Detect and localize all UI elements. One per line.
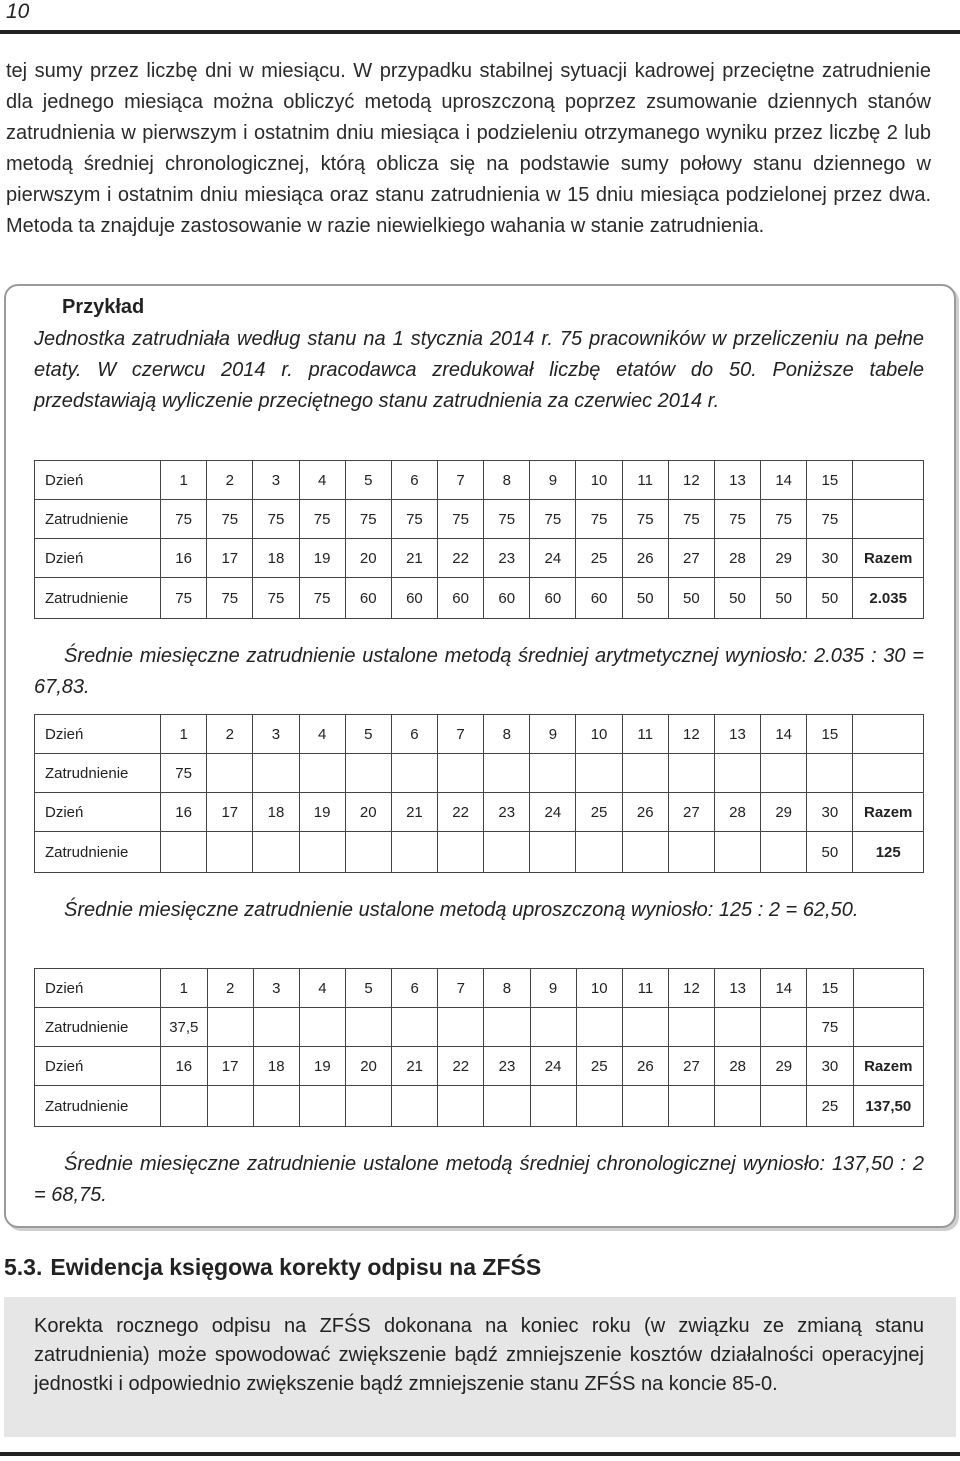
table-cell: 9 bbox=[530, 715, 576, 754]
table-cell: 16 bbox=[161, 1047, 208, 1086]
table-cell bbox=[299, 754, 345, 793]
table-cell: 75 bbox=[161, 500, 207, 539]
table-cell: 6 bbox=[391, 461, 437, 500]
table-cell: 50 bbox=[807, 578, 853, 619]
table-cell: 7 bbox=[438, 969, 484, 1008]
table-cell: 2 bbox=[207, 461, 253, 500]
row-label: Dzień bbox=[35, 1047, 161, 1086]
table-cell: 17 bbox=[207, 539, 253, 578]
table-row bbox=[35, 539, 924, 578]
table-cell bbox=[207, 1086, 253, 1127]
table-cell: 12 bbox=[668, 969, 714, 1008]
table-cell bbox=[345, 1008, 391, 1047]
table-cell: 20 bbox=[345, 1047, 391, 1086]
table-cell: 1 bbox=[161, 461, 207, 500]
arithmetic-mean-table bbox=[34, 460, 924, 619]
table-cell bbox=[484, 754, 530, 793]
table-cell bbox=[345, 832, 391, 873]
total-cell: 125 bbox=[853, 832, 924, 873]
row-label: Zatrudnienie bbox=[35, 754, 161, 793]
table-cell: 6 bbox=[391, 715, 437, 754]
table-cell: 20 bbox=[345, 793, 391, 832]
table-cell: 75 bbox=[207, 578, 253, 619]
table-cell: 15 bbox=[807, 715, 853, 754]
table-cell: 17 bbox=[207, 793, 253, 832]
table-cell bbox=[299, 1008, 345, 1047]
table-cell: 75 bbox=[761, 500, 807, 539]
table-cell: 5 bbox=[345, 461, 391, 500]
table-cell bbox=[207, 754, 253, 793]
table-cell: 16 bbox=[161, 793, 207, 832]
table-cell bbox=[715, 1086, 761, 1127]
table-cell: 75 bbox=[576, 500, 622, 539]
section-title: Ewidencja księgowa korekty odpisu na ZFŚS bbox=[50, 1254, 542, 1280]
total-cell: Razem bbox=[853, 539, 924, 578]
table-cell: 75 bbox=[391, 500, 437, 539]
table-cell: 30 bbox=[807, 539, 853, 578]
table-cell: 9 bbox=[530, 461, 576, 500]
table-cell: 15 bbox=[807, 969, 853, 1008]
table-cell: 3 bbox=[253, 461, 299, 500]
simplified-method-result: Średnie miesięczne zatrudnienie ustalone metodą uproszczoną wyniosło: 125 : 2 = 62,50. bbox=[64, 899, 859, 921]
table-row bbox=[35, 461, 924, 500]
table-cell bbox=[161, 1086, 208, 1127]
table-cell: 4 bbox=[299, 715, 345, 754]
table-cell: 60 bbox=[576, 578, 622, 619]
row-label: Dzień bbox=[35, 715, 161, 754]
total-cell: 2.035 bbox=[853, 578, 924, 619]
table-cell: 13 bbox=[714, 715, 760, 754]
total-cell bbox=[853, 1008, 923, 1047]
table-row bbox=[35, 715, 924, 754]
table-cell bbox=[253, 1008, 299, 1047]
table-cell: 12 bbox=[668, 461, 714, 500]
table-cell: 75 bbox=[714, 500, 760, 539]
table-cell: 12 bbox=[668, 715, 714, 754]
table-cell: 29 bbox=[761, 539, 807, 578]
table-cell bbox=[622, 1008, 668, 1047]
table-cell: 30 bbox=[807, 1047, 853, 1086]
table-cell bbox=[761, 1008, 807, 1047]
table-cell bbox=[392, 1008, 438, 1047]
table-cell: 30 bbox=[807, 793, 853, 832]
table-cell: 75 bbox=[253, 578, 299, 619]
table-row bbox=[35, 1047, 924, 1086]
table-cell: 6 bbox=[392, 969, 438, 1008]
note-text: Korekta rocznego odpisu na ZFŚS dokonana na koniec roku (w związku ze zmianą stanu zatrudnienia) może spowodować zwiększenie bądź zmniejszenie kosztów działalności operacyjnej jednostki i odpowiednio zwiększenie bądź zmniejszenie stanu ZFŚS na koncie 85-0. bbox=[34, 1315, 924, 1395]
table-cell: 75 bbox=[530, 500, 576, 539]
table-cell: 14 bbox=[761, 461, 807, 500]
table-cell: 8 bbox=[484, 461, 530, 500]
table-cell: 25 bbox=[576, 1047, 622, 1086]
table-cell bbox=[530, 754, 576, 793]
row-label: Dzień bbox=[35, 461, 161, 500]
total-cell bbox=[853, 500, 924, 539]
table-cell: 4 bbox=[299, 461, 345, 500]
table-row bbox=[35, 1008, 924, 1047]
table-cell: 23 bbox=[484, 793, 530, 832]
example-text: Jednostka zatrudniała według stanu na 1 stycznia 2014 r. 75 pracowników w przeliczeniu na pełne etaty. W czerwcu 2014 r. pracodawca zredukował liczbę etatów do 50. Poniższe tabele przedstawiają wyliczenie przeciętnego stanu zatrudnienia za czerwiec 2014 r. bbox=[34, 328, 924, 412]
table-cell: 18 bbox=[253, 793, 299, 832]
table-cell: 22 bbox=[438, 1047, 484, 1086]
table-cell bbox=[161, 832, 207, 873]
table-cell bbox=[299, 1086, 345, 1127]
table-cell bbox=[207, 1008, 253, 1047]
row-label: Zatrudnienie bbox=[35, 1086, 161, 1127]
table-cell: 19 bbox=[299, 539, 345, 578]
total-cell bbox=[853, 715, 924, 754]
table-cell: 21 bbox=[391, 539, 437, 578]
total-cell: Razem bbox=[853, 1047, 923, 1086]
table-cell: 10 bbox=[576, 461, 622, 500]
top-divider bbox=[0, 30, 960, 34]
table-cell bbox=[391, 754, 437, 793]
table-row bbox=[35, 578, 924, 619]
total-cell bbox=[853, 461, 924, 500]
table-cell: 24 bbox=[530, 1047, 576, 1086]
row-label: Zatrudnienie bbox=[35, 1008, 161, 1047]
table-cell bbox=[484, 1086, 530, 1127]
row-label: Zatrudnienie bbox=[35, 832, 161, 873]
table-cell: 37,5 bbox=[161, 1008, 208, 1047]
table-cell: 18 bbox=[253, 539, 299, 578]
chronological-mean-table bbox=[34, 968, 924, 1127]
chronological-mean-result: Średnie miesięczne zatrudnienie ustalone metodą średniej chronologicznej wyniosło: 137,50 : 2 = 68,75. bbox=[34, 1153, 924, 1206]
table-cell bbox=[807, 754, 853, 793]
table-row bbox=[35, 500, 924, 539]
table-cell: 21 bbox=[391, 793, 437, 832]
table-cell bbox=[299, 832, 345, 873]
table-cell bbox=[761, 754, 807, 793]
table-cell bbox=[253, 1086, 299, 1127]
table-cell bbox=[253, 832, 299, 873]
table-cell: 18 bbox=[253, 1047, 299, 1086]
section-number: 5.3. bbox=[4, 1254, 43, 1280]
table-cell: 5 bbox=[345, 969, 391, 1008]
table-cell: 27 bbox=[668, 1047, 714, 1086]
table-cell bbox=[761, 832, 807, 873]
table-cell: 10 bbox=[576, 715, 622, 754]
table-cell: 3 bbox=[253, 715, 299, 754]
table-cell bbox=[714, 832, 760, 873]
table-cell bbox=[438, 832, 484, 873]
table-cell bbox=[484, 1008, 530, 1047]
total-cell bbox=[853, 969, 923, 1008]
table-cell: 16 bbox=[161, 539, 207, 578]
table-cell: 13 bbox=[714, 461, 760, 500]
table-cell: 22 bbox=[438, 539, 484, 578]
table-cell bbox=[668, 832, 714, 873]
table-cell: 75 bbox=[345, 500, 391, 539]
table-cell: 50 bbox=[807, 832, 853, 873]
table-cell: 60 bbox=[345, 578, 391, 619]
table-row bbox=[35, 969, 924, 1008]
table-cell: 19 bbox=[299, 793, 345, 832]
table-cell: 21 bbox=[392, 1047, 438, 1086]
table-row bbox=[35, 1086, 924, 1127]
row-label: Dzień bbox=[35, 793, 161, 832]
total-cell: 137,50 bbox=[853, 1086, 923, 1127]
table-cell: 17 bbox=[207, 1047, 253, 1086]
table-cell: 60 bbox=[438, 578, 484, 619]
table-cell: 50 bbox=[761, 578, 807, 619]
table-cell: 50 bbox=[622, 578, 668, 619]
table-cell: 75 bbox=[207, 500, 253, 539]
table-cell bbox=[345, 754, 391, 793]
table-cell bbox=[714, 754, 760, 793]
table-cell: 3 bbox=[253, 969, 299, 1008]
table-cell bbox=[438, 1008, 484, 1047]
table-cell: 10 bbox=[576, 969, 622, 1008]
row-label: Zatrudnienie bbox=[35, 500, 161, 539]
table-cell: 1 bbox=[161, 715, 207, 754]
table-cell: 25 bbox=[576, 539, 622, 578]
table-cell: 20 bbox=[345, 539, 391, 578]
example-title: Przykład bbox=[62, 296, 145, 318]
bottom-divider bbox=[0, 1452, 960, 1456]
table-row bbox=[35, 754, 924, 793]
table-cell bbox=[576, 1008, 622, 1047]
table-cell: 14 bbox=[761, 969, 807, 1008]
table-cell: 60 bbox=[391, 578, 437, 619]
table-cell: 29 bbox=[761, 1047, 807, 1086]
row-label: Zatrudnienie bbox=[35, 578, 161, 619]
table-cell: 26 bbox=[622, 1047, 668, 1086]
table-cell: 29 bbox=[761, 793, 807, 832]
row-label: Dzień bbox=[35, 969, 161, 1008]
table-cell: 11 bbox=[622, 969, 668, 1008]
table-cell: 23 bbox=[484, 1047, 530, 1086]
table-cell: 60 bbox=[530, 578, 576, 619]
table-cell: 60 bbox=[484, 578, 530, 619]
table-cell bbox=[668, 1086, 714, 1127]
table-cell: 75 bbox=[299, 500, 345, 539]
table-cell bbox=[622, 754, 668, 793]
table-cell: 11 bbox=[622, 715, 668, 754]
table-cell bbox=[345, 1086, 391, 1127]
table-cell: 26 bbox=[622, 539, 668, 578]
table-cell: 75 bbox=[484, 500, 530, 539]
table-cell: 2 bbox=[207, 969, 253, 1008]
table-cell: 75 bbox=[807, 500, 853, 539]
total-cell: Razem bbox=[853, 793, 924, 832]
table-cell bbox=[207, 832, 253, 873]
table-cell: 28 bbox=[714, 539, 760, 578]
total-cell bbox=[853, 754, 924, 793]
table-cell: 28 bbox=[715, 1047, 761, 1086]
table-cell bbox=[668, 754, 714, 793]
table-cell: 14 bbox=[761, 715, 807, 754]
table-cell: 23 bbox=[484, 539, 530, 578]
table-cell: 15 bbox=[807, 461, 853, 500]
table-row bbox=[35, 832, 924, 873]
table-cell: 1 bbox=[161, 969, 208, 1008]
table-cell bbox=[392, 1086, 438, 1127]
intro-paragraph: tej sumy przez liczbę dni w miesiącu. W przypadku stabilnej sytuacji kadrowej przeciętne zatrudnienie dla jednego miesiąca można obliczyć metodą uproszczoną poprzez zsumowanie dziennych stanów zatrudnienia w pierwszym i ostatnim dniu miesiąca i podzieleniu otrzymanego wyniku przez liczbę 2 lub metodą średniej chronologicznej, którą oblicza się na podstawie sumy połowy stanu dziennego w pierwszym i ostatnim dniu miesiąca oraz stanu zatrudnienia w 15 dniu miesiąca podzielonej przez dwa. Metoda ta znajduje zastosowanie w razie niewielkiego wahania w stanie zatrudnienia. bbox=[6, 60, 931, 237]
table-cell: 24 bbox=[530, 793, 576, 832]
table-cell bbox=[253, 754, 299, 793]
simplified-method-table bbox=[34, 714, 924, 873]
table-cell: 8 bbox=[484, 715, 530, 754]
table-cell bbox=[622, 832, 668, 873]
table-row bbox=[35, 793, 924, 832]
table-cell: 19 bbox=[299, 1047, 345, 1086]
table-cell: 9 bbox=[530, 969, 576, 1008]
table-cell: 25 bbox=[576, 793, 622, 832]
table-cell: 25 bbox=[807, 1086, 853, 1127]
table-cell bbox=[761, 1086, 807, 1127]
table-cell: 26 bbox=[622, 793, 668, 832]
table-cell: 75 bbox=[438, 500, 484, 539]
table-cell bbox=[438, 754, 484, 793]
table-cell: 75 bbox=[161, 754, 207, 793]
table-cell: 13 bbox=[715, 969, 761, 1008]
table-cell: 11 bbox=[622, 461, 668, 500]
table-cell bbox=[530, 1008, 576, 1047]
table-cell bbox=[530, 1086, 576, 1127]
page-number: 10 bbox=[6, 0, 30, 23]
arithmetic-mean-result: Średnie miesięczne zatrudnienie ustalone metodą średniej arytmetycznej wyniosło: 2.035 : 30 = 67,83. bbox=[34, 645, 924, 698]
table-cell: 5 bbox=[345, 715, 391, 754]
table-cell bbox=[530, 832, 576, 873]
table-cell: 4 bbox=[299, 969, 345, 1008]
table-cell: 75 bbox=[668, 500, 714, 539]
table-cell: 75 bbox=[161, 578, 207, 619]
table-cell bbox=[576, 1086, 622, 1127]
table-cell: 75 bbox=[622, 500, 668, 539]
table-cell: 75 bbox=[253, 500, 299, 539]
table-cell bbox=[668, 1008, 714, 1047]
table-cell: 2 bbox=[207, 715, 253, 754]
table-cell bbox=[715, 1008, 761, 1047]
table-cell: 75 bbox=[807, 1008, 853, 1047]
table-cell: 7 bbox=[438, 715, 484, 754]
table-cell: 50 bbox=[668, 578, 714, 619]
section-heading bbox=[4, 1254, 541, 1281]
table-cell bbox=[622, 1086, 668, 1127]
table-cell: 27 bbox=[668, 539, 714, 578]
table-cell: 27 bbox=[668, 793, 714, 832]
table-cell bbox=[576, 832, 622, 873]
table-cell: 75 bbox=[299, 578, 345, 619]
table-cell: 7 bbox=[438, 461, 484, 500]
table-cell: 28 bbox=[714, 793, 760, 832]
table-cell: 22 bbox=[438, 793, 484, 832]
table-cell: 50 bbox=[714, 578, 760, 619]
table-cell: 24 bbox=[530, 539, 576, 578]
table-cell bbox=[391, 832, 437, 873]
table-cell: 8 bbox=[484, 969, 530, 1008]
row-label: Dzień bbox=[35, 539, 161, 578]
table-cell bbox=[484, 832, 530, 873]
table-cell bbox=[438, 1086, 484, 1127]
table-cell bbox=[576, 754, 622, 793]
